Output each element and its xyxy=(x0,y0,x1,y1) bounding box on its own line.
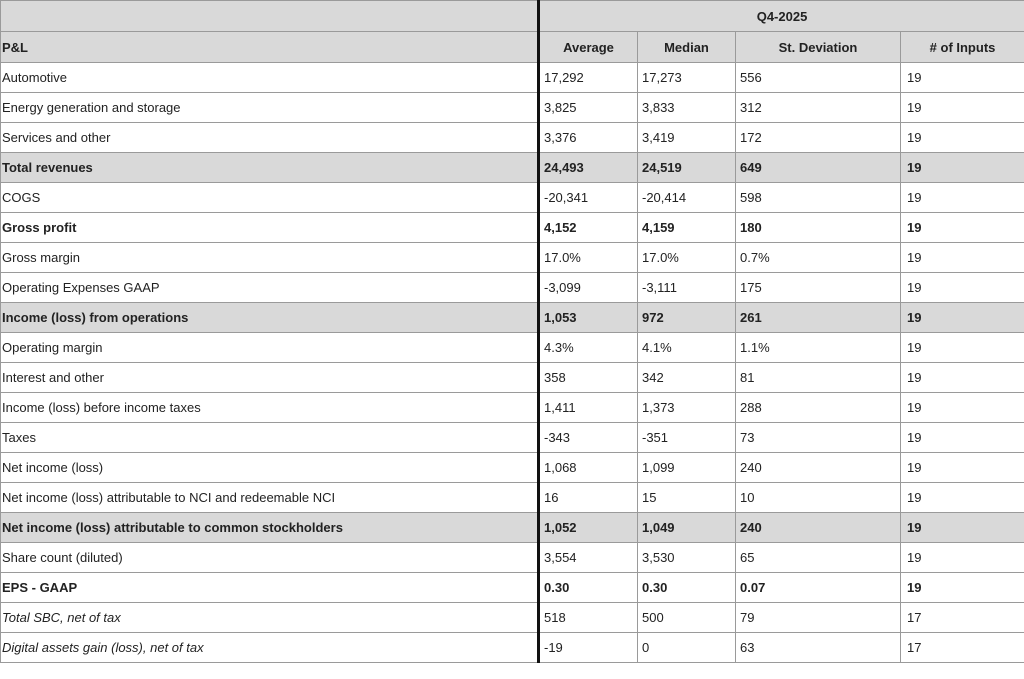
table-row xyxy=(1,243,1024,273)
row-label: Net income (loss) attributable to common stockholders xyxy=(1,513,539,543)
cell-inputs: 19 xyxy=(901,573,1024,603)
table-row xyxy=(1,453,1024,483)
row-label: Energy generation and storage xyxy=(1,93,539,123)
cell-median: 15 xyxy=(638,483,736,513)
table-row xyxy=(1,393,1024,423)
table-row xyxy=(1,153,1024,183)
table-row xyxy=(1,603,1024,633)
cell-median: 24,519 xyxy=(638,153,736,183)
cell-stdev: 556 xyxy=(736,63,901,93)
cell-inputs: 19 xyxy=(901,303,1024,333)
table-row xyxy=(1,363,1024,393)
cell-stdev: 649 xyxy=(736,153,901,183)
cell-inputs: 19 xyxy=(901,123,1024,153)
row-label: Taxes xyxy=(1,423,539,453)
cell-median: 972 xyxy=(638,303,736,333)
cell-median: -351 xyxy=(638,423,736,453)
table-row xyxy=(1,123,1024,153)
cell-average: -20,341 xyxy=(539,183,638,213)
cell-inputs: 19 xyxy=(901,93,1024,123)
cell-median: 0 xyxy=(638,633,736,663)
row-label: Gross profit xyxy=(1,213,539,243)
cell-average: 0.30 xyxy=(539,573,638,603)
cell-stdev: 81 xyxy=(736,363,901,393)
cell-inputs: 17 xyxy=(901,603,1024,633)
cell-average: 1,068 xyxy=(539,453,638,483)
table-row xyxy=(1,423,1024,453)
table-row xyxy=(1,63,1024,93)
row-label: Net income (loss) attributable to NCI and redeemable NCI xyxy=(1,483,539,513)
cell-inputs: 17 xyxy=(901,633,1024,663)
cell-inputs: 19 xyxy=(901,483,1024,513)
column-header-stdev: St. Deviation xyxy=(736,32,901,63)
cell-average: 3,376 xyxy=(539,123,638,153)
cell-stdev: 261 xyxy=(736,303,901,333)
table-row xyxy=(1,333,1024,363)
cell-average: 1,052 xyxy=(539,513,638,543)
cell-stdev: 180 xyxy=(736,213,901,243)
cell-inputs: 19 xyxy=(901,543,1024,573)
row-label: Digital assets gain (loss), net of tax xyxy=(1,633,539,663)
cell-average: -19 xyxy=(539,633,638,663)
cell-average: 1,053 xyxy=(539,303,638,333)
row-label: Income (loss) from operations xyxy=(1,303,539,333)
cell-median: 1,099 xyxy=(638,453,736,483)
row-label: Automotive xyxy=(1,63,539,93)
cell-inputs: 19 xyxy=(901,213,1024,243)
cell-average: 358 xyxy=(539,363,638,393)
cell-inputs: 19 xyxy=(901,183,1024,213)
table-row xyxy=(1,543,1024,573)
cell-median: 17.0% xyxy=(638,243,736,273)
row-label: Share count (diluted) xyxy=(1,543,539,573)
cell-stdev: 10 xyxy=(736,483,901,513)
cell-median: 500 xyxy=(638,603,736,633)
cell-median: 17,273 xyxy=(638,63,736,93)
cell-stdev: 172 xyxy=(736,123,901,153)
cell-stdev: 240 xyxy=(736,453,901,483)
cell-average: 3,554 xyxy=(539,543,638,573)
cell-inputs: 19 xyxy=(901,513,1024,543)
cell-median: 4,159 xyxy=(638,213,736,243)
table-body xyxy=(1,63,1024,663)
cell-stdev: 63 xyxy=(736,633,901,663)
row-label: Operating Expenses GAAP xyxy=(1,273,539,303)
row-label: Net income (loss) xyxy=(1,453,539,483)
cell-inputs: 19 xyxy=(901,273,1024,303)
cell-inputs: 19 xyxy=(901,63,1024,93)
cell-stdev: 65 xyxy=(736,543,901,573)
row-label: Services and other xyxy=(1,123,539,153)
cell-inputs: 19 xyxy=(901,333,1024,363)
cell-median: 3,530 xyxy=(638,543,736,573)
cell-average: 518 xyxy=(539,603,638,633)
cell-inputs: 19 xyxy=(901,243,1024,273)
column-header-median: Median xyxy=(638,32,736,63)
cell-median: -3,111 xyxy=(638,273,736,303)
cell-median: -20,414 xyxy=(638,183,736,213)
table-row xyxy=(1,183,1024,213)
row-label: COGS xyxy=(1,183,539,213)
cell-median: 342 xyxy=(638,363,736,393)
cell-average: 17,292 xyxy=(539,63,638,93)
cell-average: -3,099 xyxy=(539,273,638,303)
period-header-blank xyxy=(1,1,539,32)
cell-median: 3,833 xyxy=(638,93,736,123)
cell-inputs: 19 xyxy=(901,423,1024,453)
cell-stdev: 79 xyxy=(736,603,901,633)
table-row xyxy=(1,273,1024,303)
row-label: Total SBC, net of tax xyxy=(1,603,539,633)
cell-stdev: 288 xyxy=(736,393,901,423)
column-header-average: Average xyxy=(539,32,638,63)
cell-average: 4.3% xyxy=(539,333,638,363)
cell-average: 4,152 xyxy=(539,213,638,243)
table-row xyxy=(1,633,1024,663)
cell-average: 24,493 xyxy=(539,153,638,183)
cell-average: 3,825 xyxy=(539,93,638,123)
column-header-row xyxy=(1,32,1024,63)
cell-stdev: 73 xyxy=(736,423,901,453)
cell-median: 4.1% xyxy=(638,333,736,363)
cell-inputs: 19 xyxy=(901,393,1024,423)
table-row xyxy=(1,303,1024,333)
cell-inputs: 19 xyxy=(901,153,1024,183)
table-row xyxy=(1,573,1024,603)
period-header-row xyxy=(1,1,1024,32)
cell-median: 1,049 xyxy=(638,513,736,543)
cell-inputs: 19 xyxy=(901,453,1024,483)
cell-median: 3,419 xyxy=(638,123,736,153)
header-label-pl: P&L xyxy=(1,32,539,63)
cell-stdev: 1.1% xyxy=(736,333,901,363)
column-header-inputs: # of Inputs xyxy=(901,32,1024,63)
cell-stdev: 240 xyxy=(736,513,901,543)
row-label: EPS - GAAP xyxy=(1,573,539,603)
table-row xyxy=(1,483,1024,513)
cell-median: 1,373 xyxy=(638,393,736,423)
row-label: Income (loss) before income taxes xyxy=(1,393,539,423)
cell-stdev: 0.7% xyxy=(736,243,901,273)
cell-stdev: 598 xyxy=(736,183,901,213)
table-row xyxy=(1,513,1024,543)
row-label: Interest and other xyxy=(1,363,539,393)
cell-stdev: 312 xyxy=(736,93,901,123)
cell-average: -343 xyxy=(539,423,638,453)
cell-average: 1,411 xyxy=(539,393,638,423)
period-label: Q4-2025 xyxy=(539,1,1024,32)
cell-stdev: 175 xyxy=(736,273,901,303)
table-row xyxy=(1,213,1024,243)
row-label: Gross margin xyxy=(1,243,539,273)
row-label: Operating margin xyxy=(1,333,539,363)
cell-average: 17.0% xyxy=(539,243,638,273)
cell-stdev: 0.07 xyxy=(736,573,901,603)
row-label: Total revenues xyxy=(1,153,539,183)
cell-median: 0.30 xyxy=(638,573,736,603)
cell-average: 16 xyxy=(539,483,638,513)
cell-inputs: 19 xyxy=(901,363,1024,393)
table-row xyxy=(1,93,1024,123)
